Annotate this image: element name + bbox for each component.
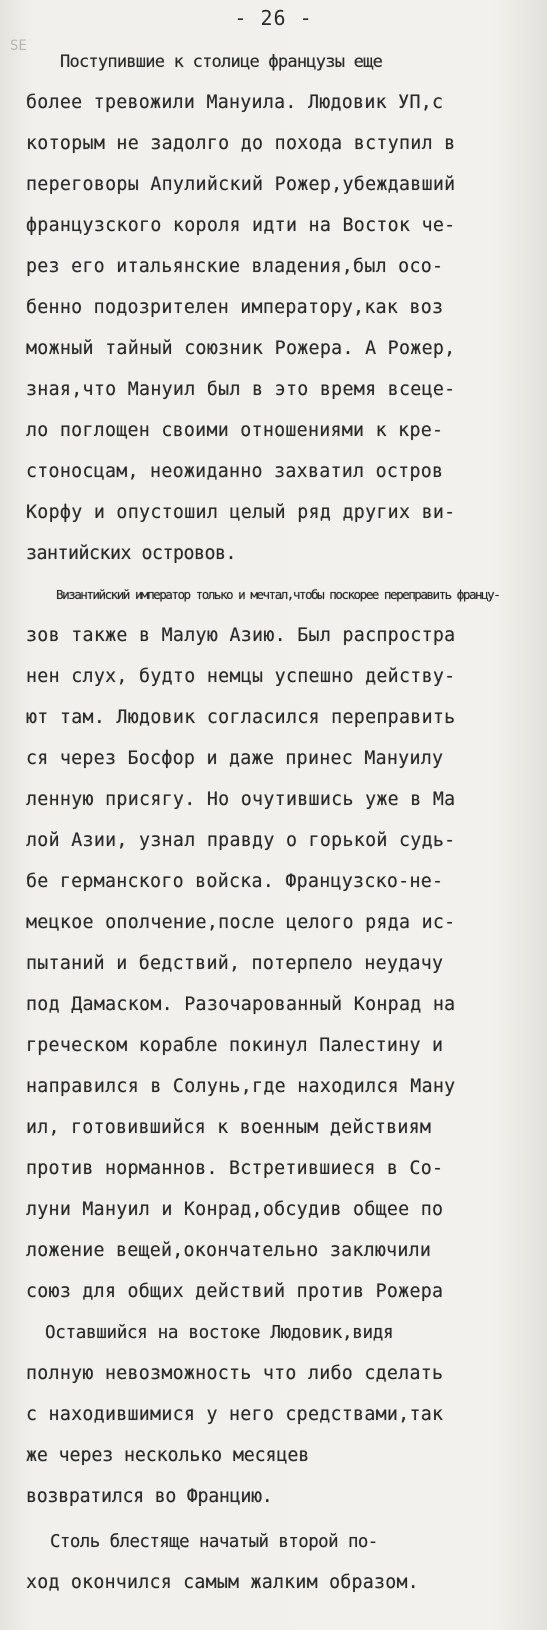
text-line: греческом корабле покинул Палестину и — [26, 1035, 444, 1056]
text-line: лой Азии, узнал правду о горькой судь- — [26, 830, 456, 851]
text-line: ленную присягу. Но очутившись уже в Ма — [26, 789, 456, 810]
text-line: союз для общих действий против Рожера — [26, 1281, 444, 1302]
text-line: же через несколько месяцев — [26, 1445, 310, 1466]
text-line: против норманнов. Встретившиеся в Со- — [26, 1158, 444, 1179]
text-line: возвратился во Францию. — [26, 1486, 273, 1507]
margin-mark: SE — [10, 38, 27, 54]
text-line: переговоры Апулийский Рожер,убеждавший — [26, 174, 456, 195]
text-line: мецкое ополчение,после целого ряда ис- — [26, 912, 456, 933]
text-line: рез его итальянские владения,был осо- — [26, 256, 444, 277]
text-line: Оставшийся на востоке Людовик,видя — [45, 1323, 394, 1343]
text-line: которым не задолго до похода вступил в — [26, 133, 456, 154]
text-line: Столь блестяще начатый второй по- — [50, 1532, 378, 1552]
text-line: с находившимися у него средствами,так — [26, 1404, 444, 1425]
text-line: Корфу и опустошил целый ряд других ви- — [26, 502, 456, 523]
text-line: Византийский император только и мечтал,чтобы поскорее переправить францу- — [56, 587, 500, 602]
text-line: зная,что Мануил был в это время всеце- — [26, 379, 456, 400]
text-line: бенно подозрителен императору,как воз — [26, 297, 444, 318]
text-line: зантийских островов. — [26, 543, 236, 564]
text-line: под Дамаском. Разочарованный Конрад на — [26, 994, 456, 1015]
text-line: французского короля идти на Восток че- — [26, 215, 456, 236]
text-line: луни Мануил и Конрад,обсудив общее по — [26, 1199, 444, 1220]
text-line: ход окончился самым жалким образом. — [26, 1572, 419, 1593]
text-line: пытаний и бедствий, потерпело неудачу — [26, 953, 444, 974]
text-line: нен слух, будто немцы успешно действу- — [26, 666, 456, 687]
text-line: ло поглощен своими отношениями к кре- — [26, 420, 444, 441]
text-line: можный тайный союзник Рожера. А Рожер, — [26, 338, 456, 359]
text-line: ложение вещей,окончательно заключили — [26, 1240, 432, 1261]
text-line: полную невозможность что либо сделать — [26, 1363, 444, 1384]
text-line: зов также в Малую Азию. Был распростра — [26, 625, 456, 646]
text-line: Поступившие к столице французы еще — [60, 52, 383, 72]
text-line: ил, готовившийся к военным действиям — [26, 1117, 432, 1138]
text-line: ют там. Людовик согласился переправить — [26, 707, 456, 728]
text-line: ся через Босфор и даже принес Мануилу — [26, 748, 444, 769]
text-line: бе германского войска. Французско-не- — [26, 871, 444, 892]
page-number: - 26 - — [234, 6, 313, 30]
text-line: более тревожили Мануила. Людовик УП,с — [26, 92, 444, 113]
text-line: стоносцам, неожиданно захватил остров — [26, 461, 444, 482]
text-line: направился в Солунь,где находился Ману — [26, 1076, 456, 1097]
